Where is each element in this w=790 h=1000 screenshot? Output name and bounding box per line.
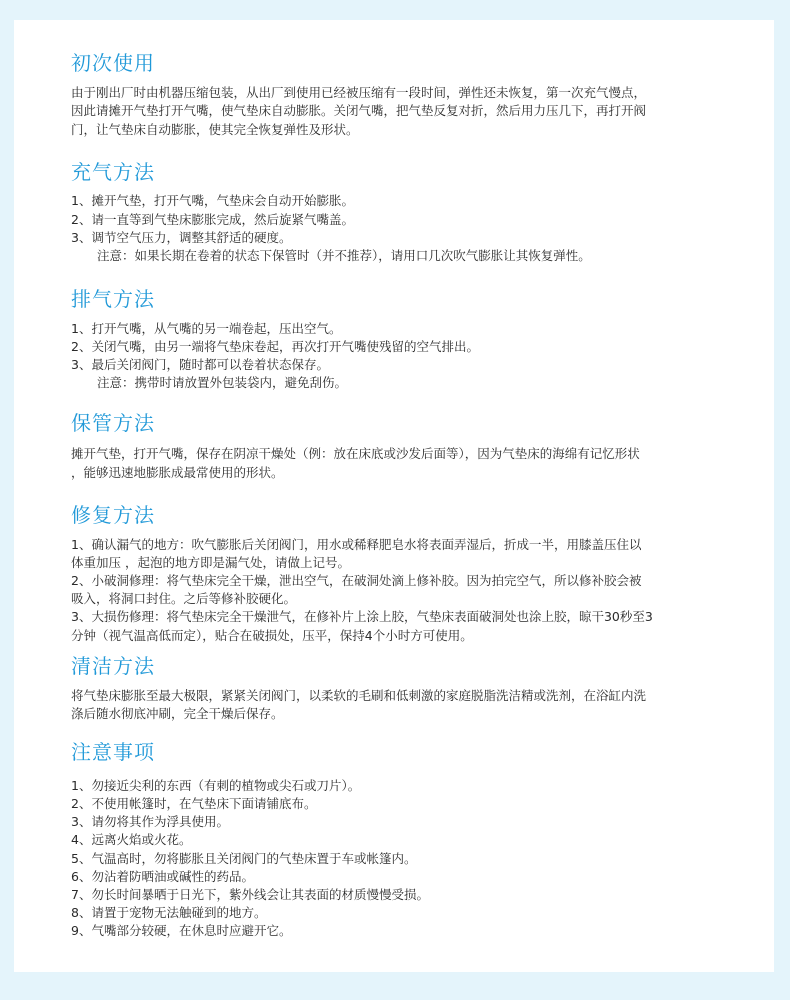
first-use-line-1: 由于刚出厂时由机器压缩包装，从出厂到使用已经被压缩有一段时间，弹性还未恢复，第一次充气慢点， — [71, 85, 647, 100]
first-use-line-2: 因此请摊开气垫打开气嘴，使气垫床自动膨胀。关闭气嘴，把气垫反复对折，然后用力压几下，再打开阀 — [71, 103, 647, 118]
storage-line-1: 摊开气垫，打开气嘴，保存在阴凉干燥处（例：放在床底或沙发后面等），因为气垫床的海绵有记忆形状 — [71, 446, 640, 461]
deflation-step-2: 2、关闭气嘴，由另一端将气垫床卷起，再次打开气嘴使残留的空气排出。 — [71, 339, 479, 354]
section-title-repair: 修复方法 — [71, 503, 155, 527]
repair-line-6: 分钟（视气温高低而定），贴合在破损处，压平，保持4个小时方可使用。 — [71, 628, 473, 643]
section-title-deflation: 排气方法 — [71, 287, 155, 311]
repair-line-2: 体重加压 ，起泡的地方即是漏气处，请做上记号。 — [71, 555, 350, 570]
inflation-step-2: 2、请一直等到气垫床膨胀完成，然后旋紧气嘴盖。 — [71, 212, 354, 227]
precaution-item-5: 5、气温高时，勿将膨胀且关闭阀门的气垫床置于车或帐篷内。 — [71, 851, 417, 866]
section-title-storage: 保管方法 — [71, 411, 155, 435]
precaution-item-9: 9、气嘴部分较硬，在休息时应避开它。 — [71, 923, 292, 938]
repair-line-3: 2、小破洞修理：将气垫床完全干燥，泄出空气，在破洞处滴上修补胶。因为拍完空气，所以修补胶会被 — [71, 573, 642, 588]
precaution-item-2: 2、不使用帐篷时，在气垫床下面请铺底布。 — [71, 796, 317, 811]
cleaning-line-2: 涤后随水彻底冲刷，完全干燥后保存。 — [71, 706, 284, 721]
deflation-note: 注意：携带时请放置外包装袋内，避免刮伤。 — [97, 375, 348, 390]
precaution-item-3: 3、请勿将其作为浮具使用。 — [71, 814, 229, 829]
section-title-cleaning: 清洁方法 — [71, 654, 155, 678]
section-title-inflation: 充气方法 — [71, 160, 155, 184]
cleaning-line-1: 将气垫床膨胀至最大极限，紧紧关闭阀门，以柔软的毛刷和低刺激的家庭脱脂洗洁精或洗剂，在浴缸内洗 — [71, 688, 647, 703]
storage-line-2: ，能够迅速地膨胀成最常使用的形状。 — [71, 465, 284, 480]
inflation-step-3: 3、调节空气压力，调整其舒适的硬度。 — [71, 230, 292, 245]
repair-line-1: 1、确认漏气的地方：吹气膨胀后关闭阀门，用水或稀释肥皂水将表面弄湿后，折成一半，用膝盖压住以 — [71, 537, 642, 552]
repair-line-5: 3、大损伤修理：将气垫床完全干燥泄气，在修补片上涂上胶，气垫床表面破洞处也涂上胶，晾干30秒至3 — [71, 609, 653, 624]
inflation-step-1: 1、摊开气垫，打开气嘴，气垫床会自动开始膨胀。 — [71, 193, 354, 208]
repair-line-4: 吸入，将洞口封住。之后等修补胶硬化。 — [71, 591, 297, 606]
inflation-note: 注意：如果长期在卷着的状态下保管时（并不推荐），请用口几次吹气膨胀让其恢复弹性。 — [97, 248, 591, 263]
precaution-item-4: 4、远离火焰或火花。 — [71, 832, 192, 847]
first-use-line-3: 门，让气垫床自动膨胀，使其完全恢复弹性及形状。 — [71, 122, 359, 137]
precaution-item-7: 7、勿长时间暴晒于日光下，紫外线会让其表面的材质慢慢受损。 — [71, 887, 429, 902]
section-title-first-use: 初次使用 — [71, 51, 155, 75]
deflation-step-3: 3、最后关闭阀门，随时都可以卷着状态保存。 — [71, 357, 329, 372]
deflation-step-1: 1、打开气嘴，从气嘴的另一端卷起，压出空气。 — [71, 321, 342, 336]
precaution-item-1: 1、勿接近尖利的东西（有刺的植物或尖石或刀片）。 — [71, 778, 361, 793]
section-title-precautions: 注意事项 — [71, 740, 155, 764]
precaution-item-8: 8、请置于宠物无法触碰到的地方。 — [71, 905, 267, 920]
precaution-item-6: 6、勿沾着防晒油或碱性的药品。 — [71, 869, 254, 884]
